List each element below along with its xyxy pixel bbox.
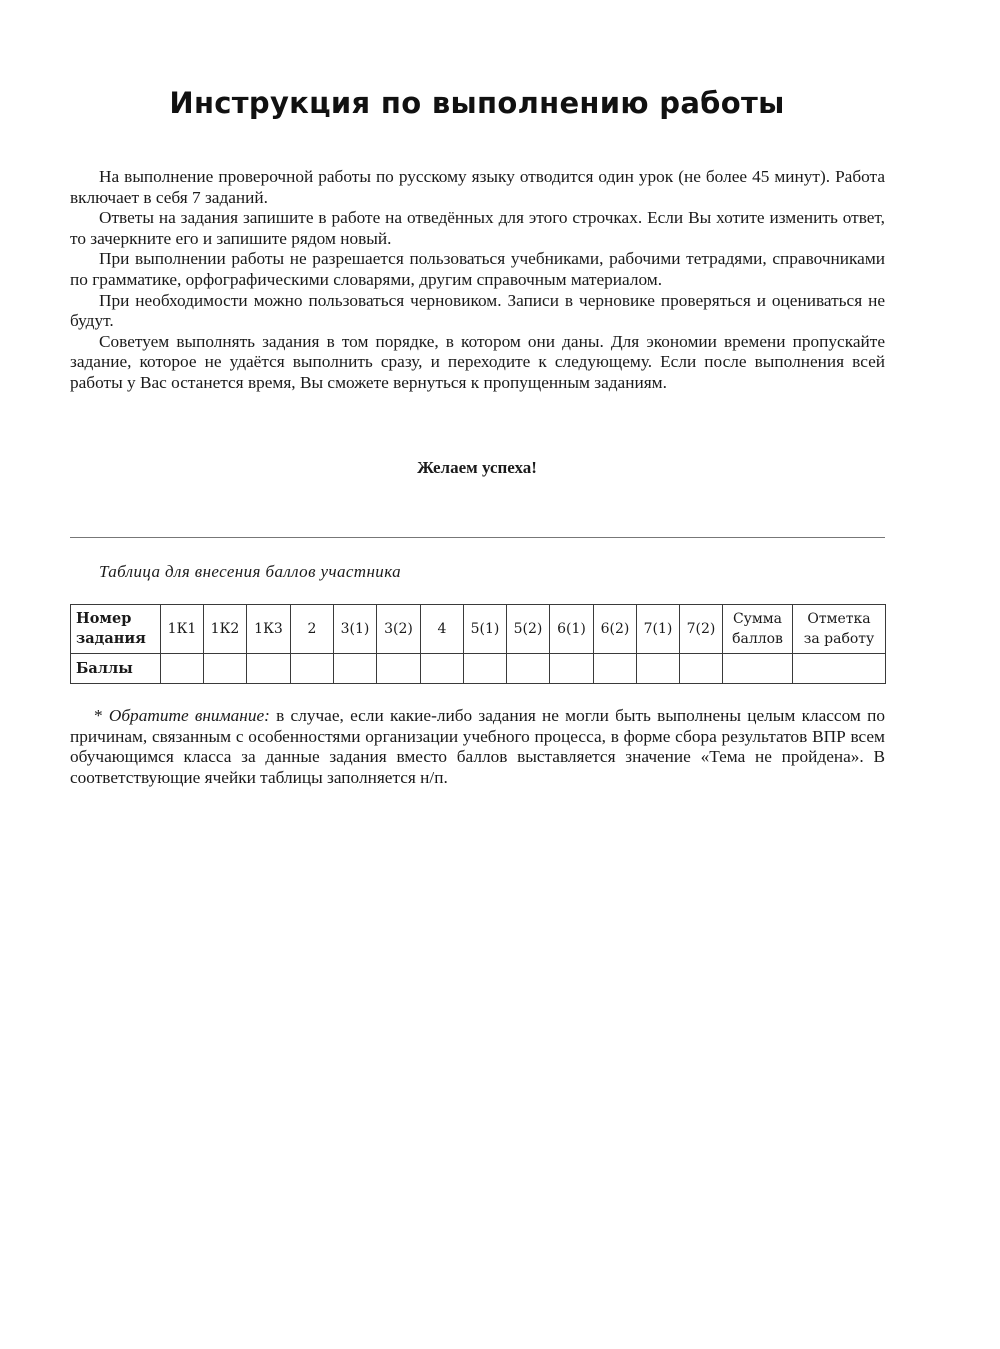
footnote-marker: *: [94, 706, 109, 725]
task-number-header: [71, 605, 161, 654]
grade-header-line1: Отметка: [807, 611, 871, 627]
paragraph-draft: При необходимости можно пользоваться черновиком. Записи в черновике проверяться и оцениваться не будут.: [70, 290, 885, 331]
sum-column-header: [723, 605, 793, 654]
good-luck-text: Желаем успеха!: [417, 458, 537, 477]
paragraph-time: На выполнение проверочной работы по русскому языку отводится один урок (не более 45 минут). Работа включает в себя 7 заданий.: [70, 167, 885, 207]
task-column-header: 5(2): [507, 605, 550, 654]
sum-header-line2: баллов: [732, 631, 783, 647]
table-score-row: [71, 654, 886, 684]
score-cell[interactable]: [594, 654, 637, 684]
scores-table: [70, 604, 886, 684]
grade-column-header: [793, 605, 886, 654]
table-header-row: [71, 605, 886, 654]
instructions-body: [70, 167, 885, 394]
task-column-header: 1К3: [247, 605, 291, 654]
paragraph-answers: Ответы на задания запишите в работе на отведённых для этого строчках. Если Вы хотите изменить ответ, то зачеркните его и запишите рядом новый.: [70, 208, 885, 248]
paragraph-restrictions: При выполнении работы не разрешается пользоваться учебниками, рабочими тетрадями, справочниками по грамматике, орфографическими словарями, другим справочным материалом.: [70, 249, 885, 289]
task-column-header: 2: [291, 605, 334, 654]
table-caption: Таблица для внесения баллов участника: [99, 562, 402, 581]
score-cell[interactable]: [377, 654, 421, 684]
score-cell[interactable]: [507, 654, 550, 684]
task-number-header-line1: Номер: [76, 610, 132, 627]
footnote-text: в случае, если какие-либо задания не могли быть выполнены целым классом по причинам, связанным с особенностями организации учебного процесса, в форме сбора результатов ВПР всем обучающимся класса за данные задания вместо баллов выставляется значение «Тема не пройдена». В соответствующие ячейки таблицы заполняется н/п.: [70, 706, 885, 787]
task-column-header: 6(2): [594, 605, 637, 654]
sum-cell[interactable]: [723, 654, 793, 684]
score-cell[interactable]: [550, 654, 594, 684]
task-column-header: 7(2): [680, 605, 723, 654]
task-column-header: 1К1: [161, 605, 204, 654]
task-column-header: 3(2): [377, 605, 421, 654]
score-cell[interactable]: [680, 654, 723, 684]
sum-header-line1: Сумма: [732, 611, 783, 627]
score-cell[interactable]: [637, 654, 680, 684]
score-cell[interactable]: [291, 654, 334, 684]
footnote-emphasis: Обратите внимание:: [108, 706, 270, 725]
task-number-header-line2: задания: [76, 630, 146, 647]
footnote-paragraph: [70, 706, 885, 788]
task-column-header: 4: [421, 605, 464, 654]
divider: [70, 537, 885, 538]
task-column-header: 5(1): [464, 605, 507, 654]
grade-header-line2: за работу: [803, 631, 875, 647]
footnote: [70, 706, 885, 788]
task-column-header: 7(1): [637, 605, 680, 654]
grade-cell[interactable]: [793, 654, 886, 684]
paragraph-advice: Советуем выполнять задания в том порядке, в котором они даны. Для экономии времени пропускайте задание, которое не удаётся выполнить сразу, и переходите к следующему. Если после выполнения всей работы у Вас останется время, Вы сможете вернуться к пропущенным заданиям.: [70, 331, 885, 392]
score-row-header: Баллы: [71, 654, 161, 684]
task-column-header: 6(1): [550, 605, 594, 654]
task-column-header: 1К2: [204, 605, 247, 654]
score-cell[interactable]: [161, 654, 204, 684]
score-cell[interactable]: [247, 654, 291, 684]
task-column-header: 3(1): [334, 605, 377, 654]
score-cell[interactable]: [204, 654, 247, 684]
score-cell[interactable]: [464, 654, 507, 684]
score-cell[interactable]: [421, 654, 464, 684]
score-cell[interactable]: [334, 654, 377, 684]
page-title: Инструкция по выполнению работы: [169, 86, 785, 120]
